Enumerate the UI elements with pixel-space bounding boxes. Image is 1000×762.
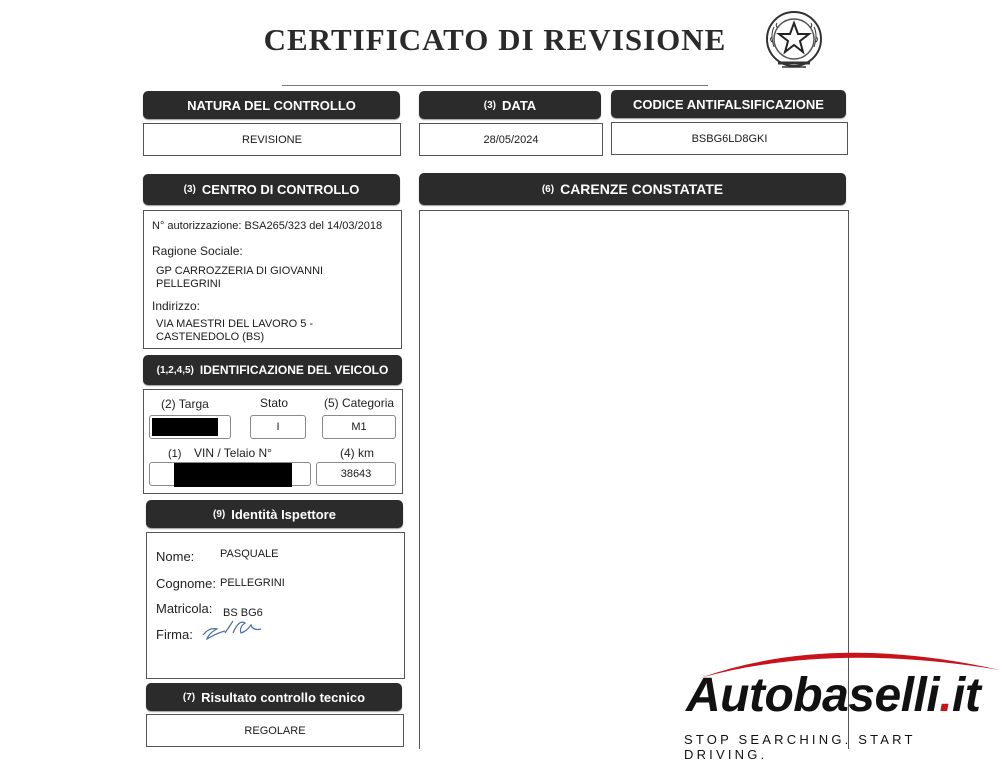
nome-label: Nome: bbox=[156, 549, 195, 564]
title-divider bbox=[282, 85, 708, 86]
watermark-tagline: STOP SEARCHING. START DRIVING. bbox=[684, 732, 916, 762]
codice-header-label: CODICE ANTIFALSIFICAZIONE bbox=[633, 96, 824, 112]
centro-box bbox=[143, 210, 402, 349]
centro-header-num: (3) bbox=[183, 184, 196, 195]
firma-label: Firma: bbox=[156, 627, 193, 642]
data-value: 28/05/2024 bbox=[483, 133, 539, 146]
ragione-sociale-label: Ragione Sociale: bbox=[152, 244, 243, 258]
natura-header-label: NATURA DEL CONTROLLO bbox=[187, 97, 356, 113]
matricola-value: BS BG6 bbox=[223, 607, 263, 619]
carenze-header-label: CARENZE CONSTATATE bbox=[560, 181, 724, 197]
natura-header bbox=[143, 91, 400, 119]
data-header-num: (3) bbox=[483, 99, 497, 111]
km-field bbox=[316, 462, 396, 486]
km-label: (4) km bbox=[340, 446, 374, 460]
codice-value: BSBG6LD8GKI bbox=[691, 132, 768, 145]
ispettore-box bbox=[146, 532, 405, 679]
codice-value-box bbox=[611, 122, 848, 155]
centro-header bbox=[143, 174, 400, 205]
categoria-field bbox=[322, 415, 396, 439]
centro-header-label: CENTRO DI CONTROLLO bbox=[201, 182, 360, 197]
categoria-label: (5) Categoria bbox=[324, 396, 395, 410]
italian-republic-emblem-icon bbox=[762, 9, 826, 73]
indirizzo-line2: CASTENEDOLO (BS) bbox=[156, 331, 265, 343]
data-header-label: DATA bbox=[502, 97, 537, 113]
natura-value-box bbox=[143, 123, 401, 156]
data-value-box bbox=[419, 123, 603, 156]
stato-label: Stato bbox=[260, 396, 289, 410]
page-title: CERTIFICATO DI REVISIONE bbox=[263, 22, 727, 57]
vin-redaction bbox=[174, 463, 292, 487]
vin-num: (1) bbox=[168, 448, 182, 460]
stato-field bbox=[250, 415, 306, 439]
nome-value: PASQUALE bbox=[220, 548, 279, 560]
veicolo-box bbox=[143, 389, 403, 494]
natura-value: REVISIONE bbox=[242, 133, 302, 146]
ispettore-header-label: Identità Ispettore bbox=[231, 506, 336, 522]
ragione-sociale-line1: GP CARROZZERIA DI GIOVANNI bbox=[156, 265, 324, 277]
carenze-header bbox=[419, 173, 846, 205]
vin-field bbox=[149, 462, 311, 486]
vin-label: VIN / Telaio N° bbox=[194, 446, 272, 460]
categoria-value: M1 bbox=[351, 421, 367, 433]
veicolo-header bbox=[143, 355, 402, 385]
cognome-value: PELLEGRINI bbox=[220, 577, 285, 589]
matricola-label: Matricola: bbox=[156, 601, 213, 616]
cognome-label: Cognome: bbox=[156, 576, 216, 591]
stato-value: I bbox=[276, 421, 280, 433]
risultato-header bbox=[146, 683, 402, 711]
centro-autorizzazione: N° autorizzazione: BSA265/323 del 14/03/2018 bbox=[152, 220, 383, 232]
km-value: 38643 bbox=[340, 468, 372, 480]
codice-header bbox=[611, 90, 846, 118]
targa-label: (2) Targa bbox=[161, 397, 209, 411]
risultato-value-box bbox=[146, 714, 404, 747]
risultato-value: REGOLARE bbox=[244, 724, 306, 737]
indirizzo-label: Indirizzo: bbox=[152, 299, 201, 313]
targa-redaction bbox=[152, 418, 218, 436]
ispettore-header-num: (9) bbox=[213, 508, 226, 520]
watermark-brand bbox=[686, 668, 980, 723]
carenze-header-num: (6) bbox=[541, 183, 555, 195]
indirizzo-line1: VIA MAESTRI DEL LAVORO 5 - bbox=[156, 318, 314, 330]
veicolo-header-num: (1,2,4,5) bbox=[156, 364, 194, 376]
targa-field bbox=[149, 415, 231, 439]
watermark-brand-tld: it bbox=[952, 669, 981, 722]
veicolo-header-label: IDENTIFICAZIONE DEL VEICOLO bbox=[199, 363, 389, 377]
data-header bbox=[419, 91, 601, 119]
signature-image bbox=[199, 615, 263, 643]
ispettore-header bbox=[146, 500, 403, 528]
risultato-header-label: Risultato controllo tecnico bbox=[201, 689, 366, 705]
risultato-header-num: (7) bbox=[182, 691, 196, 703]
watermark-brand-dot: . bbox=[939, 669, 953, 722]
watermark-brand-main: Autobaselli bbox=[686, 669, 940, 722]
ragione-sociale-line2: PELLEGRINI bbox=[156, 278, 221, 290]
